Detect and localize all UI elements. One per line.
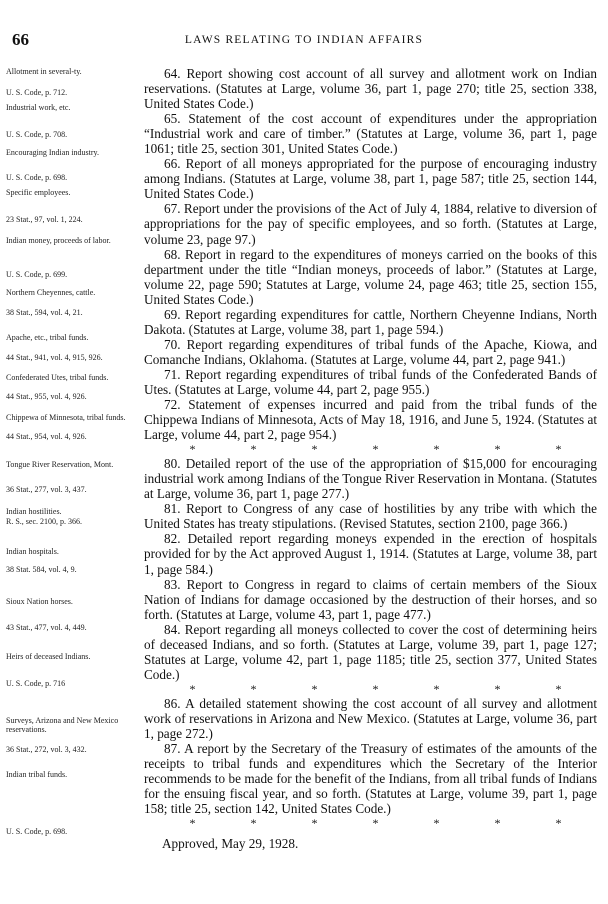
margin-note: Indian money, proceeds of labor. xyxy=(6,236,111,245)
margin-note: 38 Stat., 594, vol. 4, 21. xyxy=(6,308,83,317)
paragraph-82: 82. Detailed report regarding moneys expended in the erection of hospitals provided for by the Act approved August 1, 1914. (Statutes at Large, volume 38, part 1, page 584.) xyxy=(144,531,597,577)
star: * xyxy=(555,681,562,696)
margin-note: 36 Stat., 277, vol. 3, 437. xyxy=(6,485,87,494)
ellipsis-stars xyxy=(144,816,597,830)
star: * xyxy=(311,681,318,696)
margin-note: Heirs of deceased Indians. xyxy=(6,652,91,661)
ellipsis-stars xyxy=(144,442,597,456)
star: * xyxy=(250,681,257,696)
paragraph-87: 87. A report by the Secretary of the Treasury of estimates of the amounts of the receipts to tribal funds and expenditures which the Secretary of the Interior recommends to be made for the benefit of the Indians, from all tribal funds of Indians for the ensuing fiscal year, and so forth. (Statutes at Large, volume 39, part 1, page 158; title 25, section 142, United States Code.) xyxy=(144,741,597,817)
paragraph-66: 66. Report of all moneys appropriated for the purpose of encouraging industry among Indians. (Statutes at Large, volume 38, part 1, page 587; title 25, section 144, United States Code.) xyxy=(144,156,597,202)
margin-note: U. S. Code, p. 716 xyxy=(6,679,66,688)
margin-note: R. S., sec. 2100, p. 366. xyxy=(6,517,82,526)
star: * xyxy=(433,681,440,696)
margin-note: Indian hostilities. xyxy=(6,507,62,516)
margin-note: 44 Stat., 941, vol. 4, 915, 926. xyxy=(6,353,103,362)
margin-note: Chippewa of Minnesota, tribal funds. xyxy=(6,413,126,422)
page-number: 66 xyxy=(12,30,29,49)
star: * xyxy=(494,816,501,831)
margin-note: Encouraging Indian industry. xyxy=(6,148,100,157)
star: * xyxy=(250,442,257,457)
margin-note: Surveys, Arizona and New Mexico reservations. xyxy=(6,716,119,734)
margin-note: U. S. Code, p. 699. xyxy=(6,270,68,279)
star: * xyxy=(189,816,196,831)
margin-note: Industrial work, etc. xyxy=(6,103,71,112)
running-title: LAWS RELATING TO INDIAN AFFAIRS xyxy=(184,34,424,46)
paragraph-84: 84. Report regarding all moneys collected to cover the cost of determining heirs of deceased Indians, and so forth. (Statutes at Large, volume 39, part 1, page 127; Statutes at Large, volume 42, part 1, page 1185; title 25, section 377, United States Code.) xyxy=(144,621,597,682)
margin-note: U. S. Code, p. 712. xyxy=(6,88,68,97)
paragraph-86: 86. A detailed statement showing the cost account of all survey and allotment work of reservations in Arizona and New Mexico. (Statutes at Large, volume 36, part 1, page 272.) xyxy=(144,695,597,741)
margin-note: 38 Stat. 584, vol. 4, 9. xyxy=(6,565,77,574)
margin-note: Specific employees. xyxy=(6,188,71,197)
paragraph-67: 67. Report under the provisions of the Act of July 4, 1884, relative to diversion of appropriations for the pay of specific employees, and so forth. (Statutes at Large, volume 23, page 97.) xyxy=(144,201,597,247)
paragraph-64: 64. Report showing cost account of all survey and allotment work on Indian reservations. (Statutes at Large, volume 36, part 1, page 270; title 25, section 338, United States Code.) xyxy=(144,66,597,112)
main-text xyxy=(144,66,597,851)
star: * xyxy=(433,442,440,457)
margin-note: Indian tribal funds. xyxy=(6,770,68,779)
paragraph-71: 71. Report regarding expenditures of tribal funds of the Confederated Bands of Utes. (Statutes at Large, volume 44, part 2, page 955.) xyxy=(144,366,597,397)
page-header xyxy=(0,30,608,50)
paragraph-68: 68. Report in regard to the expenditures of moneys carried on the books of this department under the title “Indian moneys, proceeds of labor.” (Statutes at Large, volume 22, page 590; Statutes at Large, volume 24, page 463; title 25, section 155, United States Code.) xyxy=(144,246,597,307)
star: * xyxy=(433,816,440,831)
margin-note: 44 Stat., 954, vol. 4, 926. xyxy=(6,432,87,441)
star: * xyxy=(555,442,562,457)
star: * xyxy=(494,442,501,457)
star: * xyxy=(311,816,318,831)
paragraph-72: 72. Statement of expenses incurred and paid from the tribal funds of the Chippewa Indians of Minnesota, Acts of May 18, 1916, and June 5, 1924. (Statutes at Large, volume 44, part 2, page 954.) xyxy=(144,397,597,443)
star: * xyxy=(555,816,562,831)
paragraph-65: 65. Statement of the cost account of expenditures under the appropriation “Industrial work and care of timber.” (Statutes at Large, volume 36, part 1, page 1061; title 25, section 301, United States Code.) xyxy=(144,111,597,157)
star: * xyxy=(311,442,318,457)
star: * xyxy=(189,442,196,457)
star: * xyxy=(189,681,196,696)
margin-note: Indian hospitals. xyxy=(6,547,59,556)
star: * xyxy=(372,681,379,696)
star: * xyxy=(250,816,257,831)
margin-note: 36 Stat., 272, vol. 3, 432. xyxy=(6,745,87,754)
margin-note: Northern Cheyennes, cattle. xyxy=(6,288,96,297)
margin-note: U. S. Code, p. 708. xyxy=(6,130,68,139)
approval-line: Approved, May 29, 1928. xyxy=(162,836,299,852)
margin-note: 23 Stat., 97, vol. 1, 224. xyxy=(6,215,83,224)
margin-note: 44 Stat., 955, vol. 4, 926. xyxy=(6,392,87,401)
margin-note: Sioux Nation horses. xyxy=(6,597,73,606)
paragraph-83: 83. Report to Congress in regard to claims of certain members of the Sioux Nation of Indians for damage occasioned by the destruction of their horses, and so forth. (Statutes at Large, volume 43, part 1, page 477.) xyxy=(144,576,597,622)
margin-note: U. S. Code, p. 698. xyxy=(6,173,68,182)
star: * xyxy=(494,681,501,696)
star: * xyxy=(372,816,379,831)
margin-note: Confederated Utes, tribal funds. xyxy=(6,373,109,382)
margin-note: Tongue River Reservation, Mont. xyxy=(6,460,114,469)
margin-note: 43 Stat., 477, vol. 4, 449. xyxy=(6,623,87,632)
paragraph-81: 81. Report to Congress of any case of hostilities by any tribe with which the United States has treaty stipulations. (Revised Statutes, section 2100, page 366.) xyxy=(144,501,597,532)
ellipsis-stars xyxy=(144,682,597,696)
paragraph-70: 70. Report regarding expenditures of tribal funds of the Apache, Kiowa, and Comanche Indians, Oklahoma. (Statutes at Large, volume 44, part 2, page 941.) xyxy=(144,336,597,367)
paragraph-80: 80. Detailed report of the use of the appropriation of $15,000 for encouraging industrial work among Indians of the Tongue River Reservation in Montana. (Statutes at Large, volume 36, part 1, page 277.) xyxy=(144,456,597,502)
margin-note: U. S. Code, p. 698. xyxy=(6,827,68,836)
paragraph-69: 69. Report regarding expenditures for cattle, Northern Cheyenne Indians, North Dakota. (Statutes at Large, volume 38, part 1, page 594.) xyxy=(144,306,597,337)
margin-note: Apache, etc., tribal funds. xyxy=(6,333,89,342)
star: * xyxy=(372,442,379,457)
margin-note: Allotment in several-ty. xyxy=(6,67,82,76)
